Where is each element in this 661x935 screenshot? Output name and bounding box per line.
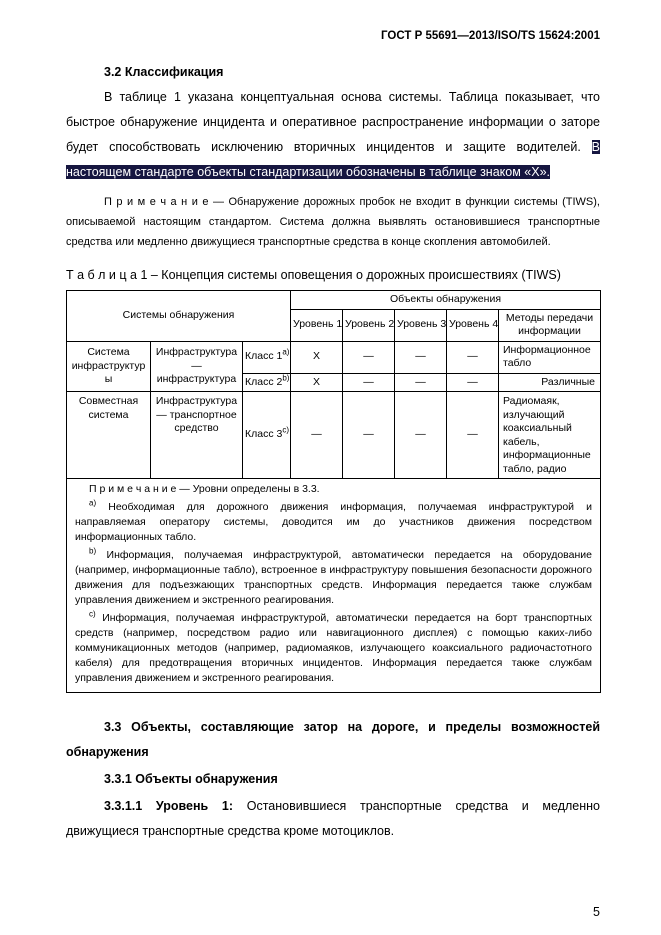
cell-class-2: [243, 373, 291, 392]
th-level-2: Уровень 2: [343, 309, 395, 341]
table-1-caption: Т а б л и ц а 1 – Концепция системы оповещения о дорожных происшествиях (TIWS): [66, 268, 561, 282]
cell-class1-level4: —: [447, 341, 499, 373]
cell-class1-method: Информационное табло: [499, 341, 601, 373]
table-1: [66, 290, 601, 693]
class-1-footnote-marker: a): [282, 347, 290, 357]
page-number: 5: [593, 905, 600, 919]
class-1-label: Класс 1: [245, 350, 283, 363]
th-detection-systems: Системы обнаружения: [67, 291, 291, 342]
level-1-label: 3.3.1.1 Уровень 1:: [104, 799, 234, 813]
section-3-3-title: 3.3 Объекты, составляющие затор на дороге, и пределы возможностей обнаружения: [66, 720, 600, 759]
cell-class2-level4: —: [447, 373, 499, 392]
table-footnotes-row: [67, 479, 601, 693]
cell-system-infrastructure: Система инфраструктуры: [67, 341, 151, 392]
cell-class2-level2: —: [343, 373, 395, 392]
section-3-3-1-title: 3.3.1 Объекты обнаружения: [104, 772, 278, 786]
table-row-class-1: [67, 341, 601, 373]
class-2-label: Класс 2: [245, 375, 283, 388]
level-1-text: Остановившиеся транспортные средства и медленно движущиеся транспортные средства кроме мотоциклов.: [66, 799, 600, 838]
footnote-b-marker: b): [89, 546, 97, 556]
cell-class2-level3: —: [395, 373, 447, 392]
class-3-footnote-marker: c): [282, 425, 290, 435]
cell-type-infra-infra: Инфраструктура — инфраструктура: [151, 341, 243, 392]
section-3-2-title: 3.2 Классификация: [104, 65, 224, 79]
cell-type-infra-vehicle: Инфраструктура — транспортное средство: [151, 392, 243, 479]
th-level-3: Уровень 3: [395, 309, 447, 341]
cell-class3-level3: —: [395, 392, 447, 479]
footnote-a-marker: a): [89, 498, 97, 508]
footnote-c: [75, 611, 592, 686]
paragraph-text: В таблице 1 указана концептуальная основа системы. Таблица показывает, что быстрое обнаружение инцидента и оперативное распространение информации о заторе будет способствовать исключению вторичных инцидентов и защите водителей.: [66, 90, 600, 154]
class-2-footnote-marker: b): [282, 373, 290, 382]
cell-class3-level1: —: [291, 392, 343, 479]
footnote-a: [75, 500, 592, 545]
selected-text: В настоящем стандарте объекты стандартизации обозначены в таблице знаком «X».: [66, 140, 600, 179]
cell-class3-level4: —: [447, 392, 499, 479]
section-3-2-paragraph: [66, 85, 600, 185]
footnote-c-text: Информация, получаемая инфраструктурой, автоматически передается на борт транспортных средств (например, посредством радио или навигационного дисплея) с помощью каких-либо коммуникационных методов (например, радиомаяков, излучающего коаксиального радиочастотного кабеля) для предотвращения вторичных инцидентов. Информация передается также службам управления движением и экстренного реагирования.: [75, 612, 593, 684]
table-row-class-3: [67, 392, 601, 479]
cell-class2-level1: X: [291, 373, 343, 392]
table-general-note: П р и м е ч а н и е — Уровни определены в 3.3.: [89, 483, 320, 495]
table-footnotes: [67, 479, 601, 693]
cell-class-1: [243, 341, 291, 373]
table-header-row-1: [67, 291, 601, 310]
note-3-2: П р и м е ч а н и е — Обнаружение дорожных пробок не входит в функции системы (TIWS), описываемой настоящим стандартом. Система должна выявлять остановившиеся транспортные средства или медленно движущиеся транспортные средства в конце скопления автомобилей.: [66, 196, 600, 248]
cell-class-3: [243, 392, 291, 479]
cell-class1-level2: —: [343, 341, 395, 373]
th-level-4: Уровень 4: [447, 309, 499, 341]
cell-class1-level1: X: [291, 341, 343, 373]
th-level-1: Уровень 1: [291, 309, 343, 341]
th-transfer-methods: Методы передачи информации: [499, 309, 601, 341]
footnote-b-text: Информация, получаемая инфраструктурой, автоматически передается на оборудование (например, информационные табло), встроенное в инфраструктуру повышения безопасности дорожного движения для подъезжающих транспортных средств. Информация передается также службам управления движением и экстренного реагирования.: [75, 549, 592, 606]
cell-class3-level2: —: [343, 392, 395, 479]
th-detection-objects: Объекты обнаружения: [291, 291, 601, 310]
footnote-c-marker: c): [89, 609, 96, 619]
class-3-label: Класс 3: [245, 428, 283, 441]
footnote-a-text: Необходимая для дорожного движения информация, получаемая инфраструктурой и направляемая оператору системы, доводится им до участников движения посредством информационных табло.: [75, 501, 592, 543]
cell-class1-level3: —: [395, 341, 447, 373]
cell-class2-method: Различные: [499, 373, 601, 392]
cell-class3-method: Радиомаяк, излучающий коаксиальный кабель, информационные табло, радио: [499, 392, 601, 479]
section-3-3-1-1-paragraph: [66, 794, 600, 844]
doc-number: ГОСТ Р 55691—2013/ISO/TS 15624:2001: [381, 30, 600, 42]
cell-joint-system: Совместная система: [67, 392, 151, 479]
footnote-b: [75, 548, 592, 608]
